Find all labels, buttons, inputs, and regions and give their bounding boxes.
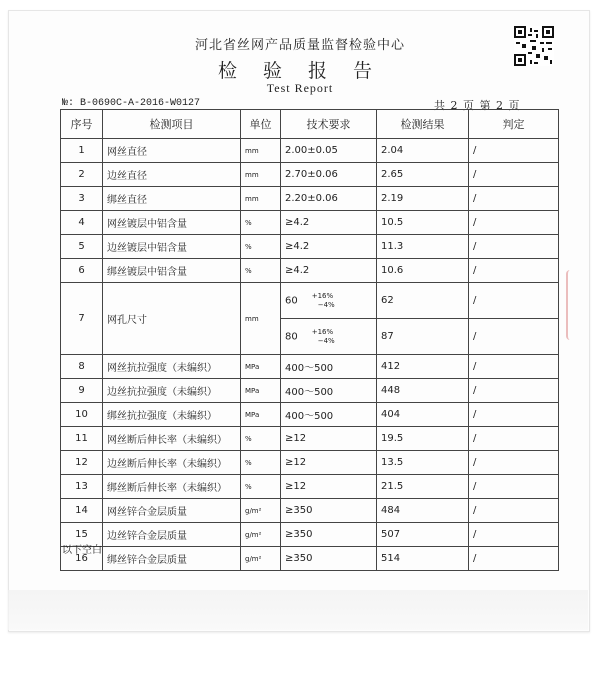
row-number: 13 (61, 475, 103, 499)
nominal-size: 80 (285, 331, 298, 342)
row-number: 12 (61, 451, 103, 475)
row-result: 19.5 (377, 427, 469, 451)
table-row (61, 259, 559, 283)
row-item: 网丝锌合金层质量 (103, 499, 241, 523)
table-row (61, 139, 559, 163)
report-subtitle: Test Report (266, 81, 334, 95)
row-unit: mm (241, 163, 281, 187)
row-requirement (281, 319, 377, 355)
tolerance (312, 292, 335, 310)
row-number: 16 (61, 547, 103, 571)
row-result: 404 (377, 403, 469, 427)
row-verdict: / (469, 283, 559, 319)
row-result: 21.5 (377, 475, 469, 499)
header-result: 检测结果 (377, 110, 469, 139)
row-verdict: / (469, 427, 559, 451)
row-item: 网丝断后伸长率（未编织） (103, 427, 241, 451)
row-number: 9 (61, 379, 103, 403)
qr-code-icon (514, 26, 554, 66)
row-verdict: / (469, 523, 559, 547)
row-result: 514 (377, 547, 469, 571)
row-result: 10.6 (377, 259, 469, 283)
report-title: 检 验 报 告 (217, 60, 383, 82)
row-unit: % (241, 259, 281, 283)
table-row (61, 283, 559, 319)
results-table (60, 109, 559, 571)
row-requirement: 2.20±0.06 (281, 187, 377, 211)
table-header-row (61, 110, 559, 139)
row-unit: % (241, 427, 281, 451)
row-result: 2.19 (377, 187, 469, 211)
table-row (61, 235, 559, 259)
table-row (61, 427, 559, 451)
row-number: 11 (61, 427, 103, 451)
table-row (61, 187, 559, 211)
table-row (61, 475, 559, 499)
row-item: 边丝断后伸长率（未编织） (103, 451, 241, 475)
row-requirement: ≥12 (281, 475, 377, 499)
row-requirement: 400～500 (281, 403, 377, 427)
row-number: 14 (61, 499, 103, 523)
row-verdict: / (469, 499, 559, 523)
table-row (61, 523, 559, 547)
row-item: 边丝直径 (103, 163, 241, 187)
row-result: 10.5 (377, 211, 469, 235)
row-requirement: ≥4.2 (281, 259, 377, 283)
row-item: 网丝直径 (103, 139, 241, 163)
row-verdict: / (469, 139, 559, 163)
row-requirement: ≥350 (281, 499, 377, 523)
row-verdict: / (469, 475, 559, 499)
row-item: 绑丝抗拉强度（未编织） (103, 403, 241, 427)
tolerance-plus: +16% (311, 327, 334, 336)
table-row (61, 451, 559, 475)
row-requirement: 400～500 (281, 379, 377, 403)
table-row (61, 499, 559, 523)
row-verdict: / (469, 547, 559, 571)
row-unit: % (241, 475, 281, 499)
row-item: 边丝锌合金层质量 (103, 523, 241, 547)
tolerance (312, 328, 335, 346)
table-row (61, 403, 559, 427)
row-verdict: / (469, 259, 559, 283)
row-requirement: ≥350 (281, 523, 377, 547)
row-item: 绑丝断后伸长率（未编织） (103, 475, 241, 499)
row-result: 507 (377, 523, 469, 547)
row-item: 绑丝镀层中铝含量 (103, 259, 241, 283)
row-number: 3 (61, 187, 103, 211)
row-unit: mm (241, 139, 281, 163)
row-result: 13.5 (377, 451, 469, 475)
row-requirement (281, 283, 377, 319)
row-verdict: / (469, 187, 559, 211)
row-unit: MPa (241, 403, 281, 427)
nominal-size: 60 (285, 295, 298, 306)
row-verdict: / (469, 319, 559, 355)
tolerance-minus: −4% (317, 336, 335, 345)
row-item: 网丝抗拉强度（未编织） (103, 355, 241, 379)
tolerance-plus: +16% (311, 291, 334, 300)
table-row (61, 355, 559, 379)
row-number: 10 (61, 403, 103, 427)
row-number: 2 (61, 163, 103, 187)
row-number: 5 (61, 235, 103, 259)
row-result: 448 (377, 379, 469, 403)
row-unit: % (241, 211, 281, 235)
table-row (61, 547, 559, 571)
row-unit: mm (241, 283, 281, 355)
row-unit: MPa (241, 379, 281, 403)
row-requirement: 2.00±0.05 (281, 139, 377, 163)
row-unit: g/m² (241, 547, 281, 571)
table-row (61, 211, 559, 235)
row-number: 8 (61, 355, 103, 379)
row-number: 7 (61, 283, 103, 355)
row-verdict: / (469, 163, 559, 187)
row-result: 412 (377, 355, 469, 379)
row-result: 2.65 (377, 163, 469, 187)
table-row (61, 163, 559, 187)
blank-below-note: 以下空白 (62, 545, 102, 556)
header-item: 检测项目 (103, 110, 241, 139)
row-number: 1 (61, 139, 103, 163)
row-verdict: / (469, 379, 559, 403)
row-item: 边丝镀层中铝含量 (103, 235, 241, 259)
row-item: 网孔尺寸 (103, 283, 241, 355)
row-unit: g/m² (241, 523, 281, 547)
row-result: 62 (377, 283, 469, 319)
seal-stamp-edge (566, 270, 594, 340)
row-unit: g/m² (241, 499, 281, 523)
row-verdict: / (469, 403, 559, 427)
row-item: 边丝抗拉强度（未编织） (103, 379, 241, 403)
organization-name: 河北省丝网产品质量监督检验中心 (194, 38, 405, 53)
row-number: 15 (61, 523, 103, 547)
row-requirement: ≥4.2 (281, 235, 377, 259)
row-requirement: 2.70±0.06 (281, 163, 377, 187)
row-item: 绑丝锌合金层质量 (103, 547, 241, 571)
page-indicator: 共 2 页 第 2 页 (434, 99, 521, 112)
row-result: 484 (377, 499, 469, 523)
row-result: 87 (377, 319, 469, 355)
row-item: 网丝镀层中铝含量 (103, 211, 241, 235)
page-fold-shadow (8, 590, 588, 630)
row-verdict: / (469, 451, 559, 475)
table-row (61, 379, 559, 403)
row-verdict: / (469, 235, 559, 259)
row-result: 11.3 (377, 235, 469, 259)
row-requirement: ≥12 (281, 427, 377, 451)
row-requirement: 400～500 (281, 355, 377, 379)
row-unit: % (241, 235, 281, 259)
row-item: 绑丝直径 (103, 187, 241, 211)
table-body (61, 139, 559, 571)
row-unit: mm (241, 187, 281, 211)
header-requirement: 技术要求 (281, 110, 377, 139)
tolerance-minus: −4% (317, 300, 335, 309)
row-number: 6 (61, 259, 103, 283)
row-requirement: ≥4.2 (281, 211, 377, 235)
row-requirement: ≥350 (281, 547, 377, 571)
row-number: 4 (61, 211, 103, 235)
row-result: 2.04 (377, 139, 469, 163)
header-no: 序号 (61, 110, 103, 139)
report-number: №: B-0690C-A-2016-W0127 (62, 98, 201, 109)
row-verdict: / (469, 355, 559, 379)
row-unit: % (241, 451, 281, 475)
row-unit: MPa (241, 355, 281, 379)
header-unit: 单位 (241, 110, 281, 139)
row-verdict: / (469, 211, 559, 235)
row-requirement: ≥12 (281, 451, 377, 475)
header-verdict: 判定 (469, 110, 559, 139)
